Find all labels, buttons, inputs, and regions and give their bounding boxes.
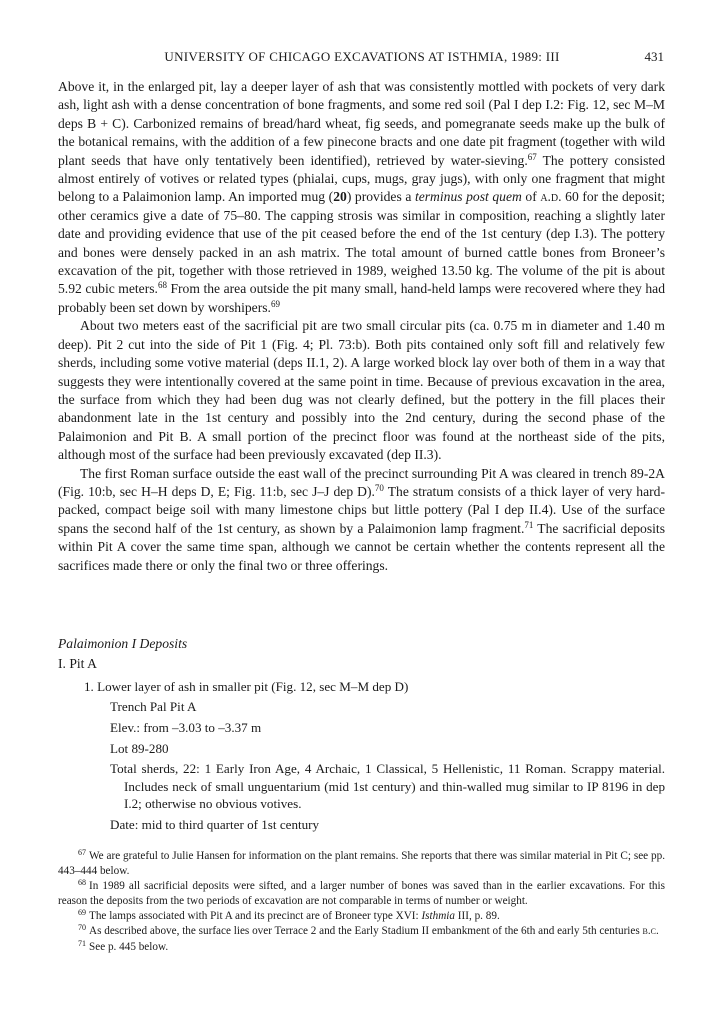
text-run: of: [521, 189, 541, 205]
paragraph-pit-a-ash: [58, 78, 665, 317]
footnote: [58, 940, 665, 955]
era-abbrev: b.c.: [642, 925, 659, 938]
text-run: Above it, in the enlarged pit, lay a deeper layer of ash that was consistently mottled with pockets of very dark ash, light ash with a dense concentration of bone fragments, and some red soil (Pal I dep I.2: Fig. 12, sec M–M deps B + C). Carbonized remains of bread/hard wheat, fig seeds, and pomegranate seeds make up the bulk of the botanical remains, with the addition of a few pinecone bracts and one date pit fragment (together with wild plant seeds that have only tentatively been identified), retrieved by water-sieving.: [58, 79, 665, 168]
deposit-sherds: Total sherds, 22: 1 Early Iron Age, 4 Archaic, 1 Classical, 5 Hellenistic, 11 Roman. Scrappy material. Includes neck of small unguentarium (mid 1st century) and thin-walled mug similar to IP 8196 in dep I.2; otherwise no obvious votives.: [110, 761, 665, 812]
footnote-number: 68: [78, 878, 86, 888]
deposit-entry-details: [84, 698, 665, 833]
running-head: UNIVERSITY OF CHICAGO EXCAVATIONS AT ISTHMIA, 1989: III: [164, 49, 560, 64]
text-run: 60 for the deposit; other ceramics give a date of 75–80. The capping strosis was similar in composition, reaching a slightly later date and providing evidence that use of the pit ceased before the end of the 1st century (dep I.3). The pottery and bones were densely packed in an ash matrix. The total amount of burned cattle bones from Broneer’s excavation of the pit, together with those retrieved in 1989, weighed 13.50 kg. The volume of the pit is about 5.92 cubic meters.: [58, 189, 665, 297]
deposit-entry-heading: 1. Lower layer of ash in smaller pit (Fig. 12, sec M–M dep D): [84, 678, 409, 694]
deposit-elevation: Elev.: from –3.03 to –3.37 m: [110, 720, 262, 735]
page-header: [60, 49, 664, 69]
paragraph-circular-pits: [58, 317, 665, 464]
text-run: The stratum consists of a thick layer of very hard-packed, compact beige soil with many limestone chips but little pottery (Pal I dep II.4). Use of the surface spans the second half of the 1st century, as shown by a Palaimonion lamp fragment.: [58, 483, 665, 536]
footnote-number: 67: [78, 848, 86, 857]
footnote: [58, 909, 665, 924]
page-number: 431: [644, 49, 664, 64]
text-run: The sacrificial deposits within Pit A cover the same time span, although we cannot be certain whether the contents represent all the sacrifices made there or only the final two or three offerings.: [58, 520, 665, 573]
footnote-ref: 68: [157, 280, 167, 291]
text-run: ) provides a: [346, 189, 415, 205]
footnote: [58, 924, 665, 939]
footnote-text: As described above, the surface lies over Terrace 2 and the Early Stadium II embankment of the 6th and early 5th centuries: [89, 925, 643, 938]
footnote-number: 71: [78, 938, 86, 948]
footnotes: [58, 849, 665, 955]
era-abbrev: a.d.: [540, 189, 562, 205]
footnote-text: We are grateful to Julie Hansen for information on the plant remains. She reports that there was similar material in Pit C; see pp. 443–444 below.: [58, 850, 665, 878]
footnote-ref: 69: [270, 298, 280, 309]
deposit-date: Date: mid to third quarter of 1st century: [110, 816, 320, 832]
footnote-ref: 71: [524, 519, 534, 530]
footnote-text: III, p. 89.: [455, 910, 500, 923]
footnote-text: The lamps associated with Pit A and its precinct are of Broneer type XVI:: [89, 910, 422, 923]
italic-term: terminus post quem: [414, 189, 522, 205]
catalog-ref: 20: [333, 189, 347, 205]
text-run: The pottery consisted almost entirely of votives or related types (phialai, cups, mugs, gray jugs), with only one fragment that might belong to a Palaimonion lamp. An imported mug (: [58, 152, 665, 205]
text-run: From the area outside the pit many small, hand-held lamps were recovered where they had probably been set down by worshipers.: [58, 281, 665, 315]
deposits-section: [58, 634, 665, 834]
footnote-number: 70: [78, 923, 86, 933]
footnote: [58, 879, 665, 909]
text-run: The first Roman surface outside the east wall of the precinct surrounding Pit A was cleared in trench 89-2A (Fig. 10:b, sec H–H deps D, E; Fig. 11:b, sec J–J dep D).: [58, 465, 665, 499]
paragraph-roman-surface: [58, 465, 665, 575]
footnote-number: 69: [78, 908, 86, 918]
footnote-ref: 70: [374, 482, 384, 493]
body-text: [58, 78, 665, 575]
deposit-trench: Trench Pal Pit A: [110, 699, 197, 715]
section-subtitle: I. Pit A: [58, 656, 97, 672]
footnote-text: See p. 445 below.: [89, 940, 169, 953]
footnote-ref: 67: [527, 151, 537, 162]
text-run: About two meters east of the sacrificial pit are two small circular pits (ca. 0.75 m in diameter and 1.40 m deep). Pit 2 cut into the side of Pit 1 (Fig. 4; Pl. 73:b). Both pits contained only soft fill and relatively few sherds, including some votive material (deps II.1, 2). A large worked block lay over both of them in a way that suggests they were intentionally covered at the same point in time. Because of previous excavation in the area, the surface from which they had been dug was not clearly defined, but the pottery in the fill places their abandonment late in the 1st century and possibly into the 2nd century, during the second phase of the Palaimonion and Pit B. A small portion of the precinct floor was found at the northeast side of the pits, although most of the surface had been previously excavated (dep II.3).: [58, 318, 665, 463]
section-title: Palaimonion I Deposits: [58, 636, 188, 651]
deposit-lot: Lot 89-280: [110, 740, 169, 756]
footnote: [58, 849, 665, 879]
footnote-italic: Isthmia: [421, 910, 455, 923]
footnote-text: In 1989 all sacrificial deposits were sifted, and a larger number of bones was saved than in the earlier excavations. For this reason the deposits from the two periods of excavation are not comparable in terms of number or weight.: [58, 880, 665, 908]
